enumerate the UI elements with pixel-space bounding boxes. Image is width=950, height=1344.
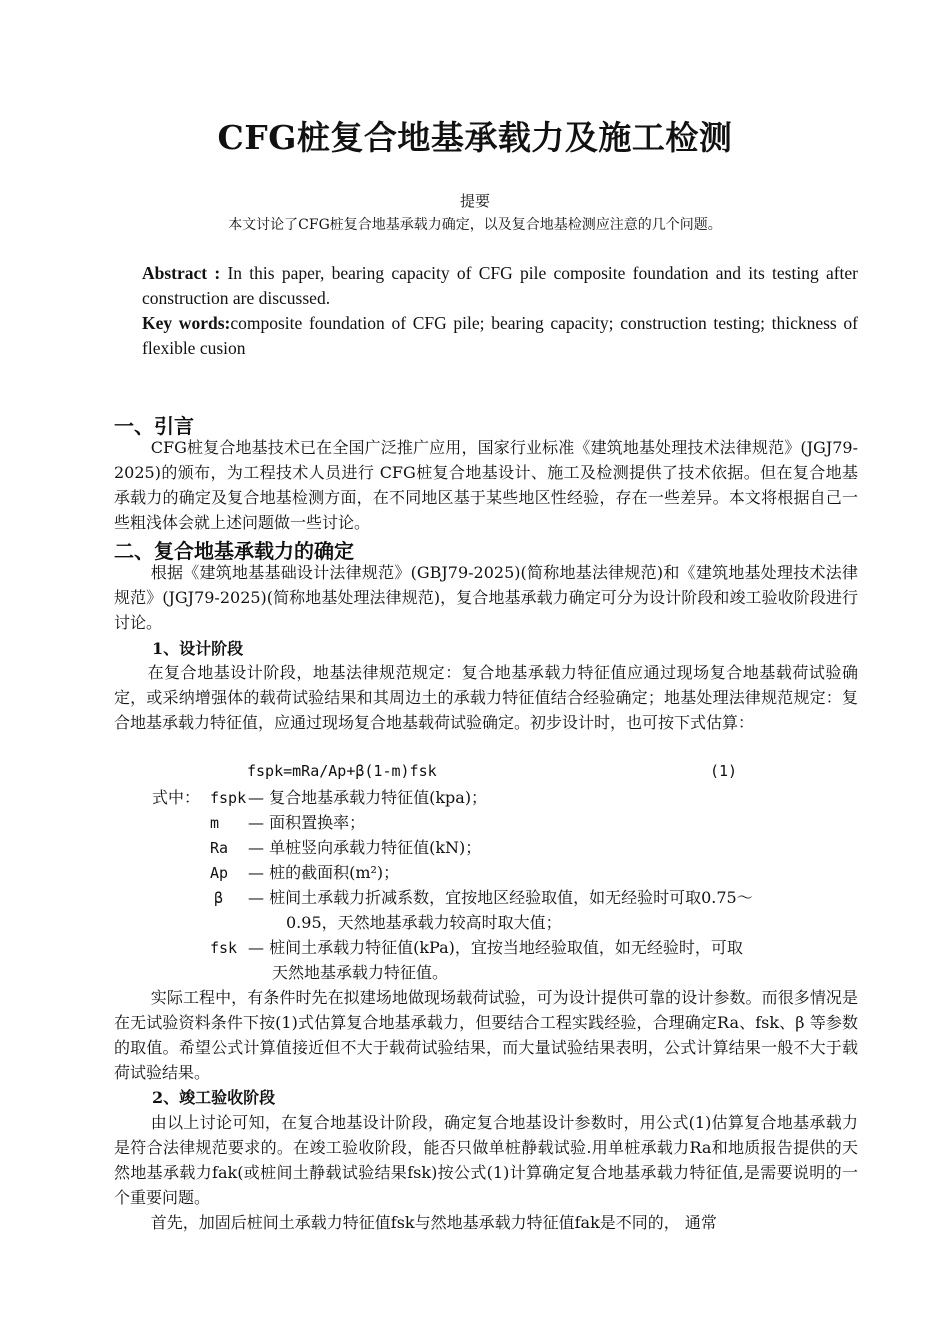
variable-name: m bbox=[210, 814, 220, 832]
variable-fsk-continued: 天然地基承载力特征值。 bbox=[272, 963, 449, 982]
variable-m bbox=[210, 810, 365, 836]
variable-dash: — bbox=[248, 888, 264, 907]
variable-ra bbox=[210, 835, 481, 861]
variable-dash: — bbox=[248, 813, 264, 832]
variable-fspk bbox=[210, 785, 487, 811]
variable-desc: 桩的截面积(m²)； bbox=[269, 863, 400, 882]
variable-name: Ap bbox=[210, 864, 229, 882]
variable-name: fspk bbox=[210, 789, 247, 807]
variable-name: β bbox=[214, 889, 224, 907]
variable-desc: 桩间土承载力折减系数，宜按地区经验取值，如无经验时可取0.75～ bbox=[269, 888, 753, 907]
variable-name: Ra bbox=[210, 839, 229, 857]
keywords-paragraph bbox=[142, 311, 858, 361]
acceptance-stage-paragraph: 由以上讨论可知，在复合地基设计阶段，确定复合地基设计参数时，用公式(1)估算复合地基承载力是符合法律规范要求的。在竣工验收阶段，能否只做单桩静载试验.用单桩承载力Ra和地质报告提供的天然地基承载力fak(或桩间土静载试验结果fsk)按公式(1)计算确定复合地基承载力特征值,是需要说明的一个重要问题。 bbox=[114, 1113, 858, 1207]
section2-heading: 二、复合地基承载力的确定 bbox=[114, 539, 354, 563]
formula: fspk=mRa/Ap+β(1-m)fsk bbox=[247, 762, 437, 780]
variable-desc: 复合地基承载力特征值(kpa)； bbox=[269, 788, 488, 807]
variable-ap bbox=[210, 860, 399, 886]
abstract-label: Abstract : bbox=[142, 263, 221, 283]
variable-dash: — bbox=[248, 938, 264, 957]
section2-paragraph: 根据《建筑地基基础设计法律规范》(GBJ79-2025)(简称地基法律规范)和《建筑地基处理技术法律规范》(JGJ79-2025)(简称地基处理法律规范)，复合地基承载力确定可分为设计阶段和竣工验收阶段进行讨论。 bbox=[114, 563, 858, 632]
abstract-paragraph bbox=[142, 261, 858, 311]
where-label: 式中： bbox=[152, 788, 201, 807]
summary-text: 本文讨论了CFG桩复合地基承载力确定，以及复合地基检测应注意的几个问题。 bbox=[228, 217, 722, 233]
variable-dash: — bbox=[248, 863, 264, 882]
keywords-text: composite foundation of CFG pile; bearing capacity; construction testing; thickness of flexible cusion bbox=[142, 313, 858, 358]
variable-dash: — bbox=[248, 838, 264, 857]
summary-label: 提要 bbox=[459, 192, 490, 210]
design-stage-paragraph: 在复合地基设计阶段，地基法律规范规定：复合地基承载力特征值应通过现场复合地基载荷试验确定，或采纳增强体的载荷试验结果和其周边土的承载力特征值结合经验确定；地基处理法律规范规定：复合地基承载力特征值，应通过现场复合地基载荷试验确定。初步设计时，也可按下式估算： bbox=[114, 663, 858, 732]
acceptance-stage-heading: 2、竣工验收阶段 bbox=[152, 1088, 276, 1107]
abstract-text: In this paper, bearing capacity of CFG pile composite foundation and its testing after construction are discussed. bbox=[142, 263, 858, 308]
keywords-label: Key words: bbox=[142, 313, 231, 333]
variable-beta-continued: 0.95，天然地基承载力较高时取大值； bbox=[286, 913, 562, 932]
variable-desc: 桩间土承载力特征值(kPa)，宜按当地经验取值，如无经验时，可取 bbox=[269, 938, 743, 957]
design-stage-paragraph-2: 实际工程中，有条件时先在拟建场地做现场载荷试验，可为设计提供可靠的设计参数。而很多情况是在无试验资料条件下按(1)式估算复合地基承载力，但要结合工程实践经验，合理确定Ra、fsk、β 等参数的取值。希望公式计算值接近但不大于载荷试验结果，而大量试验结果表明，公式计算结果一般不大于载荷试验结果。 bbox=[114, 988, 858, 1082]
section1-heading: 一、引言 bbox=[114, 414, 194, 438]
acceptance-stage-paragraph-2: 首先，加固后桩间土承载力特征值fsk与然地基承载力特征值fak是不同的， 通常 bbox=[150, 1213, 717, 1232]
variable-beta bbox=[210, 885, 860, 911]
document-title: CFG桩复合地基承载力及施工检测 bbox=[217, 118, 733, 157]
formula-number: (1) bbox=[710, 762, 738, 780]
variable-dash: — bbox=[248, 788, 264, 807]
design-stage-heading: 1、设计阶段 bbox=[152, 639, 244, 658]
variable-fsk bbox=[210, 935, 860, 961]
variable-desc: 面积置换率； bbox=[269, 813, 366, 832]
section1-paragraph: CFG桩复合地基技术已在全国广泛推广应用，国家行业标准《建筑地基处理技术法律规范》(JGJ79-2025)的颁布，为工程技术人员进行 CFG桩复合地基设计、施工及检测提供了技术依据。但在复合地基承载力的确定及复合地基检测方面，在不同地区基于某些地区性经验，存在一些差异。本文将根据自己一些粗浅体会就上述问题做一些讨论。 bbox=[114, 438, 858, 532]
variable-name: fsk bbox=[210, 939, 238, 957]
variable-desc: 单桩竖向承载力特征值(kN)； bbox=[269, 838, 482, 857]
